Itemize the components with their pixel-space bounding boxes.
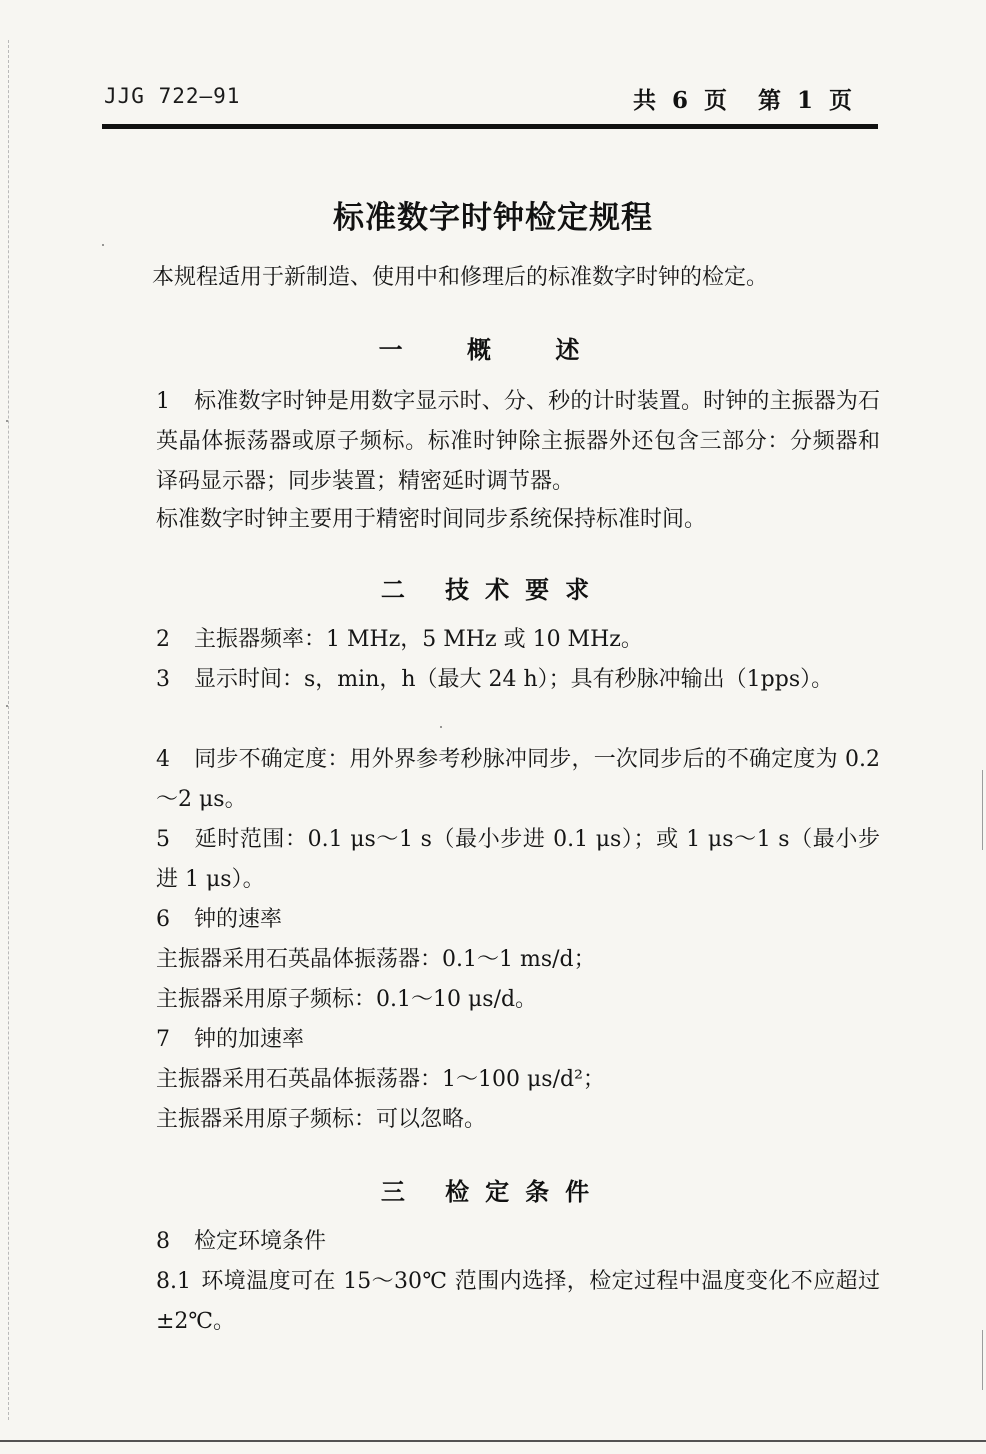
scan-bottom-edge [0,1440,986,1442]
clause-number: 8.1 [156,1269,191,1294]
clause-text: 延时范围：0.1 μs～1 s（最小步进 0.1 μs）；或 1 μs～1 s（最小步进 1 μs）。 [156,827,880,892]
clause-text: 检定环境条件 [194,1229,327,1254]
scan-right-mark [982,770,983,850]
clause-number: 4 [156,747,170,772]
clause-text: 同步不确定度：用外界参考秒脉冲同步，一次同步后的不确定度为 0.2～2 μs。 [156,747,880,812]
scan-right-mark [982,1330,983,1390]
clause-6-atomic [104,980,880,1020]
scan-speck [102,244,104,246]
clause-text: 环境温度可在 15～30℃ 范围内选择，检定过程中温度变化不应超过±2℃。 [156,1269,880,1334]
page-count: 共 6 页 第 1 页 [632,87,856,114]
clause-8 [104,1222,880,1262]
section-heading-technical-requirements: 二 技术要求 [380,576,606,604]
section-heading-verification-conditions: 三 检定条件 [380,1178,606,1206]
clause-text: 主振器采用原子频标：可以忽略。 [156,1107,487,1132]
clause-7 [104,1020,880,1060]
scan-speck [6,420,8,422]
clause-text: 主振器采用原子频标：0.1～10 μs/d。 [156,987,538,1012]
clause-8-1 [104,1262,880,1342]
clause-7-atomic [104,1100,880,1140]
clause-text: 显示时间：s，min，h（最大 24 h）；具有秒脉冲输出（1pps）。 [194,667,834,692]
scan-speck [6,705,8,707]
clause-3 [104,660,880,700]
clause-text: 主振器频率：1 MHz，5 MHz 或 10 MHz。 [194,627,643,652]
clause-6-quartz [104,940,880,980]
header-rule [102,124,878,129]
clause-number: 7 [156,1027,170,1052]
clause-text: 主振器采用石英晶体振荡器：0.1～1 ms/d； [156,947,596,972]
clause-number: 6 [156,907,170,932]
scan-left-edge [8,40,10,1420]
section-heading-overview: 一 概 述 [378,336,608,364]
clause-1-note [104,500,880,540]
clause-text: 钟的加速率 [194,1027,305,1052]
clause-text: 标准数字时钟是用数字显示时、分、秒的计时装置。时钟的主振器为石英晶体振荡器或原子频标。标准时钟除主振器外还包含三部分：分频器和译码显示器；同步装置；精密延时调节器。 [156,389,880,494]
clause-6 [104,900,880,940]
intro-paragraph: 本规程适用于新制造、使用中和修理后的标准数字时钟的检定。 [152,265,769,290]
clause-number: 3 [156,667,170,692]
clause-7-quartz [104,1060,880,1100]
scan-speck [440,726,442,728]
clause-1 [104,382,880,502]
clause-2 [104,620,880,660]
clause-4 [104,740,880,820]
document-title: 标准数字时钟检定规程 [333,200,653,236]
clause-number: 2 [156,627,170,652]
clause-text: 标准数字时钟主要用于精密时间同步系统保持标准时间。 [156,507,707,532]
clause-5 [104,820,880,900]
clause-number: 8 [156,1229,170,1254]
standard-code: JJG 722—91 [104,84,241,108]
clause-text: 主振器采用石英晶体振荡器：1～100 μs/d²； [156,1067,605,1092]
page-header [104,80,876,120]
clause-number: 1 [156,389,170,414]
clause-text: 钟的速率 [194,907,283,932]
clause-number: 5 [156,827,170,852]
